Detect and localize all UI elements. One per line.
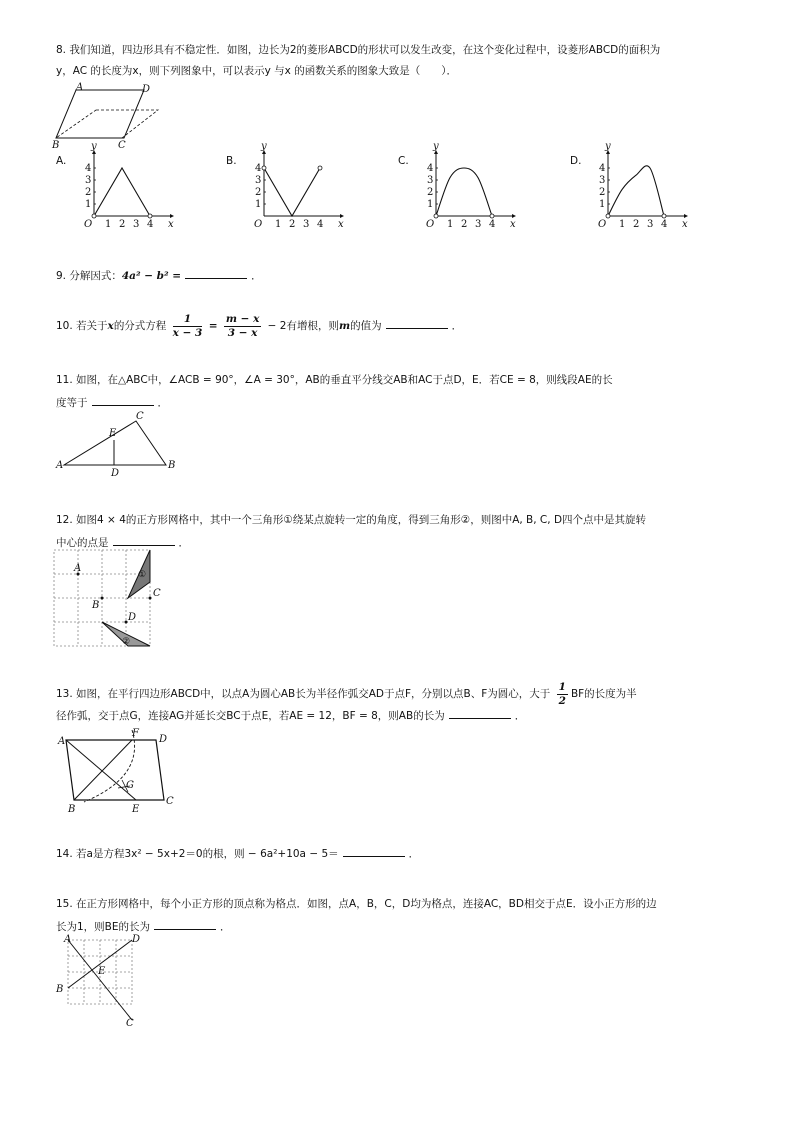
fig-label: A [56, 460, 64, 471]
q8-option-label-d[interactable]: D. [570, 155, 582, 167]
q10-end: 的值为 [350, 320, 382, 332]
x-axis-label: x [510, 219, 516, 230]
x-tick-label: 1 [105, 219, 112, 230]
q9-prefix: 9. 分解因式： [56, 270, 122, 282]
y-tick-label: 2 [599, 187, 606, 198]
q15-text-line1: 15. 在正方形网格中，每个小正方形的顶点称为格点．如图，点A，B，C，D均为格点，连接AC，BD相交于点E．设小正方形的边 [56, 898, 657, 910]
origin-label: O [598, 219, 607, 230]
fig-label: A [64, 934, 72, 945]
q10-answer-blank[interactable] [386, 318, 448, 329]
q13-half-fraction [557, 681, 568, 708]
q10-fraction-1 [173, 313, 203, 340]
graph-endpoint-open [606, 214, 610, 218]
q10-suffix: ． [451, 320, 463, 332]
y-axis-label: y [261, 141, 267, 152]
q15-answer-blank[interactable] [154, 919, 216, 930]
q8-text-line2: y，AC 的长度为x，则下列图象中，可以表示y 与x 的函数关系的图象大致是（ ）． [56, 65, 457, 77]
x-tick-label: 3 [475, 219, 482, 230]
fig-label: A [74, 563, 82, 574]
x-tick-label: 2 [119, 219, 126, 230]
q11-text-line2 [56, 395, 168, 410]
q15-line2: 长为1，则BE的长为 [56, 921, 151, 933]
q12-text-line2 [56, 535, 189, 550]
y-tick-label: 4 [255, 163, 262, 174]
y-tick-label: 2 [85, 187, 92, 198]
fig-label: C [118, 140, 126, 151]
fig-label: B [56, 984, 64, 995]
y-tick-label: 4 [427, 163, 434, 174]
q10-prefix: 10. 若关于 [56, 320, 108, 332]
fig-label: E [132, 804, 140, 815]
x-tick-label: 1 [447, 219, 454, 230]
fig-label: B [68, 804, 76, 815]
q15-grid-figure [56, 934, 156, 1030]
fig-label: D [159, 734, 168, 745]
fig-label: C [126, 1018, 134, 1029]
fig-label: E [109, 428, 117, 439]
fig-label: F [132, 728, 139, 739]
graph-endpoint-open [318, 166, 322, 170]
q13-line1a: 13. 如图，在平行四边形ABCD中，以点A为圆心AB长为半径作弧交AD于点F，分别以点B、F为圆心，大于 [56, 688, 551, 700]
graph-curve-d [608, 166, 664, 216]
fig-label: D [142, 84, 151, 95]
x-axis-arrow [170, 214, 174, 218]
origin-label: O [84, 219, 93, 230]
q8-option-graph-b [236, 141, 344, 234]
graph-endpoint-open [490, 214, 494, 218]
q10-f2-denominator: 3 − x [227, 326, 258, 339]
q10-equals: = [208, 320, 218, 332]
y-tick-label: 1 [427, 199, 434, 210]
q8-option-graph-c [408, 141, 516, 234]
q10-f2-numerator: m − x [225, 312, 260, 325]
y-axis-label: y [605, 141, 611, 152]
y-tick-label: 1 [85, 199, 92, 210]
fig-label: D [111, 468, 120, 479]
q12-answer-blank[interactable] [113, 535, 175, 546]
fig-label: B [92, 600, 100, 611]
fig-label: A [76, 82, 84, 93]
y-tick-label: 2 [427, 187, 434, 198]
x-tick-label: 1 [619, 219, 626, 230]
q11-answer-blank[interactable] [92, 395, 154, 406]
q14-text [56, 846, 419, 861]
q13-text-line2 [56, 708, 525, 723]
y-axis-label: y [433, 141, 439, 152]
y-tick-label: 2 [255, 187, 262, 198]
q10-text [56, 312, 462, 340]
q11-line2: 度等于 [56, 397, 88, 409]
triangle-2-label: ② [122, 637, 131, 647]
x-tick-label: 1 [275, 219, 282, 230]
graph-endpoint-open [262, 166, 266, 170]
q8-text-line1: 8. 我们知道，四边形具有不稳定性．如图，边长为2的菱形ABCD的形状可以发生改变，在这个变化过程中，设菱形ABCD的面积为 [56, 44, 661, 56]
q10-f1-denominator: x − 3 [172, 326, 203, 339]
x-axis-label: x [168, 219, 174, 230]
q13-text-line1 [56, 680, 637, 708]
q10-f1-numerator: 1 [173, 313, 203, 327]
fig-label: C [153, 588, 161, 599]
q8-option-label-a[interactable]: A. [56, 155, 67, 167]
q8-option-graph-d [580, 141, 688, 234]
y-tick-label: 3 [255, 175, 262, 186]
q15-text-line2 [56, 919, 231, 934]
fig-label: A [58, 736, 66, 747]
y-tick-label: 3 [427, 175, 434, 186]
y-tick-label: 1 [599, 199, 606, 210]
q13-suffix: ． [514, 710, 526, 722]
graph-curve-a [94, 168, 150, 216]
x-tick-label: 4 [147, 219, 154, 230]
fig-label: G [126, 780, 134, 791]
q10-m: m [339, 320, 351, 332]
fig-label: D [128, 612, 137, 623]
x-axis-label: x [682, 219, 688, 230]
q14-suffix: ． [408, 848, 420, 860]
q15-suffix: ． [220, 921, 231, 933]
y-tick-label: 4 [599, 163, 606, 174]
q8-option-label-b[interactable]: B. [226, 155, 237, 167]
x-tick-label: 4 [489, 219, 496, 230]
x-tick-label: 3 [647, 219, 654, 230]
origin-label: O [426, 219, 435, 230]
y-tick-label: 3 [85, 175, 92, 186]
q12-line2: 中心的点是 [56, 537, 109, 549]
fig-label: B [52, 140, 60, 151]
q12-grid-figure [54, 550, 161, 650]
q10-var: x [107, 320, 114, 332]
q9-text [56, 268, 262, 283]
origin-label: O [254, 219, 263, 230]
q10-fraction-2 [224, 313, 261, 340]
q13-parallelogram-figure [56, 726, 186, 816]
x-axis-arrow [512, 214, 516, 218]
x-tick-label: 4 [661, 219, 668, 230]
q11-suffix: ． [157, 397, 168, 409]
q8-option-label-c[interactable]: C. [398, 155, 409, 167]
x-tick-label: 3 [133, 219, 140, 230]
q8-option-graph-a [66, 141, 174, 234]
fig-label: C [166, 796, 174, 807]
q10-tail: − 2有增根，则 [267, 320, 339, 332]
q11-triangle-figure [56, 410, 186, 480]
q9-expression: 4a² − b² = [121, 270, 182, 282]
graph-endpoint-open [148, 214, 152, 218]
x-axis-label: x [338, 219, 344, 230]
graph-endpoint-open [662, 214, 666, 218]
q13-line1b: BF的长度为半 [570, 688, 637, 700]
q13-answer-blank[interactable] [449, 708, 511, 719]
q11-text-line1: 11. 如图，在△ABC中，∠ACB = 90°，∠A = 30°，AB的垂直平分线交AB和AC于点D，E．若CE = 8，则线段AE的长 [56, 374, 613, 386]
q12-text-line1: 12. 如图4 × 4的正方形网格中，其中一个三角形①绕某点旋转一定的角度，得到三角形②，则图中A, B, C, D四个点中是其旋转 [56, 514, 647, 526]
q13-line2: 径作弧，交于点G，连接AG并延长交BC于点E，若AE = 12，BF = 8，则AB的长为 [56, 710, 445, 722]
x-tick-label: 4 [317, 219, 324, 230]
x-tick-label: 3 [303, 219, 310, 230]
q9-answer-blank[interactable] [185, 268, 247, 279]
y-tick-label: 3 [599, 175, 606, 186]
x-axis-arrow [340, 214, 344, 218]
graph-curve-b [264, 168, 320, 216]
q14-answer-blank[interactable] [343, 846, 405, 857]
fig-label: C [136, 411, 144, 422]
graph-curve-c [436, 168, 492, 216]
q10-mid: 的分式方程 [113, 320, 167, 332]
x-tick-label: 2 [461, 219, 468, 230]
q8-rhombus-figure [52, 82, 166, 151]
y-tick-label: 4 [85, 163, 92, 174]
fig-label: E [98, 966, 106, 977]
y-tick-label: 1 [255, 199, 262, 210]
graph-endpoint-open [434, 214, 438, 218]
fig-label: D [132, 934, 141, 945]
q13-half-denominator: 2 [558, 694, 566, 707]
x-tick-label: 2 [633, 219, 640, 230]
q9-suffix: ． [251, 270, 262, 282]
y-axis-label: y [91, 141, 97, 152]
q13-half-numerator: 1 [558, 680, 566, 693]
fig-label: B [168, 460, 176, 471]
x-tick-label: 2 [289, 219, 296, 230]
graph-endpoint-open [92, 214, 96, 218]
q14-body: 14. 若a是方程3x² − 5x+2＝0的根，则 − 6a²+10a − 5＝ [56, 848, 339, 860]
x-axis-arrow [684, 214, 688, 218]
triangle-1-label: ① [138, 570, 147, 580]
q12-suffix: ． [178, 537, 189, 549]
